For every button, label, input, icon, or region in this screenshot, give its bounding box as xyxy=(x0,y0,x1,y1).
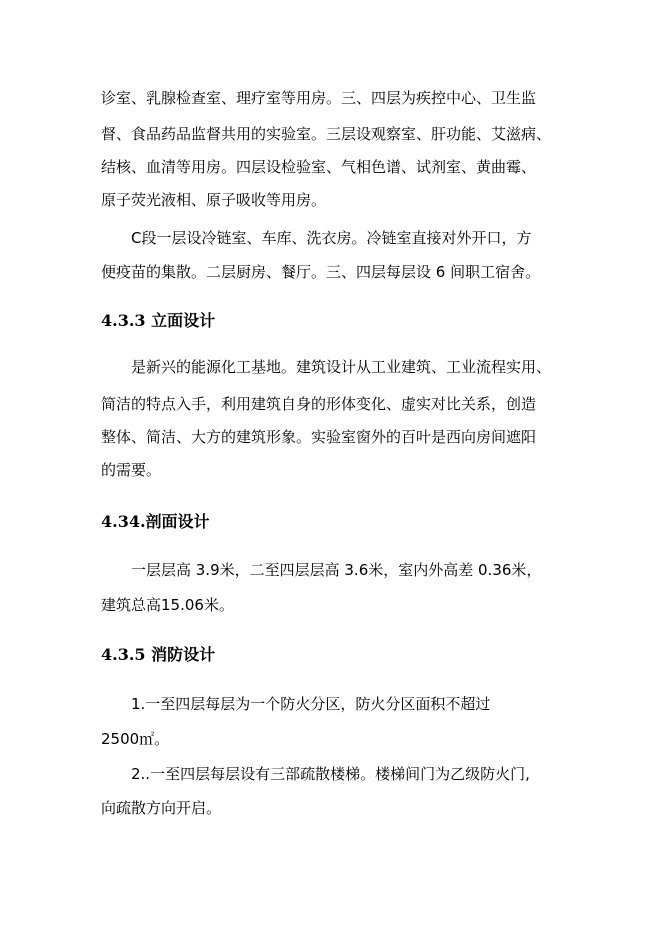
intro-line-2: 督、食品药品监督共用的实验室。三层设观察室、肝功能、艾滋病、 xyxy=(101,125,552,143)
fire-item1-line-2: 2500㎡。 xyxy=(101,730,170,748)
section-design-line-1: 一层层高 3.9米，二至四层层高 3.6米，室内外高差 0.36米， xyxy=(131,561,542,579)
section-c-line-2: 便疫苗的集散。二层厨房、餐厅。三、四层每层设 6 间职工宿舍。 xyxy=(101,263,541,281)
fire-item2-line-2: 向疏散方向开启。 xyxy=(101,799,222,817)
elevation-line-3: 整体、简洁、大方的建筑形象。实验室窗外的百叶是西向房间遮阳 xyxy=(101,428,537,446)
fire-heading: 4.3.5 消防设计 xyxy=(101,645,216,664)
section-design-line-2: 建筑总高15.06米。 xyxy=(101,596,234,614)
fire-item1-line-1: 1.一至四层每层为一个防火分区，防火分区面积不超过 xyxy=(131,695,491,713)
section-c-line-1: C段一层设冷链室、车库、洗衣房。冷链室直接对外开口，方 xyxy=(131,229,532,247)
elevation-line-4: 的需要。 xyxy=(101,461,162,479)
section-design-heading: 4.34.剖面设计 xyxy=(101,512,210,531)
fire-item2-line-1: 2..一至四层每层设有三部疏散楼梯。楼梯间门为乙级防火门, xyxy=(131,765,530,783)
elevation-line-2: 简洁的特点入手，利用建筑自身的形体变化、虚实对比关系，创造 xyxy=(101,395,537,413)
intro-line-1: 诊室、乳腺检查室、理疗室等用房。三、四层为疾控中心、卫生监 xyxy=(101,89,537,107)
elevation-line-1: 是新兴的能源化工基地。建筑设计从工业建筑、工业流程实用、 xyxy=(131,358,552,376)
intro-line-3: 结核、血清等用房。四层设检验室、气相色谱、试剂室、黄曲霉、 xyxy=(101,158,537,176)
intro-line-4: 原子荧光液相、原子吸收等用房。 xyxy=(101,191,327,209)
elevation-heading: 4.3.3 立面设计 xyxy=(101,311,216,330)
